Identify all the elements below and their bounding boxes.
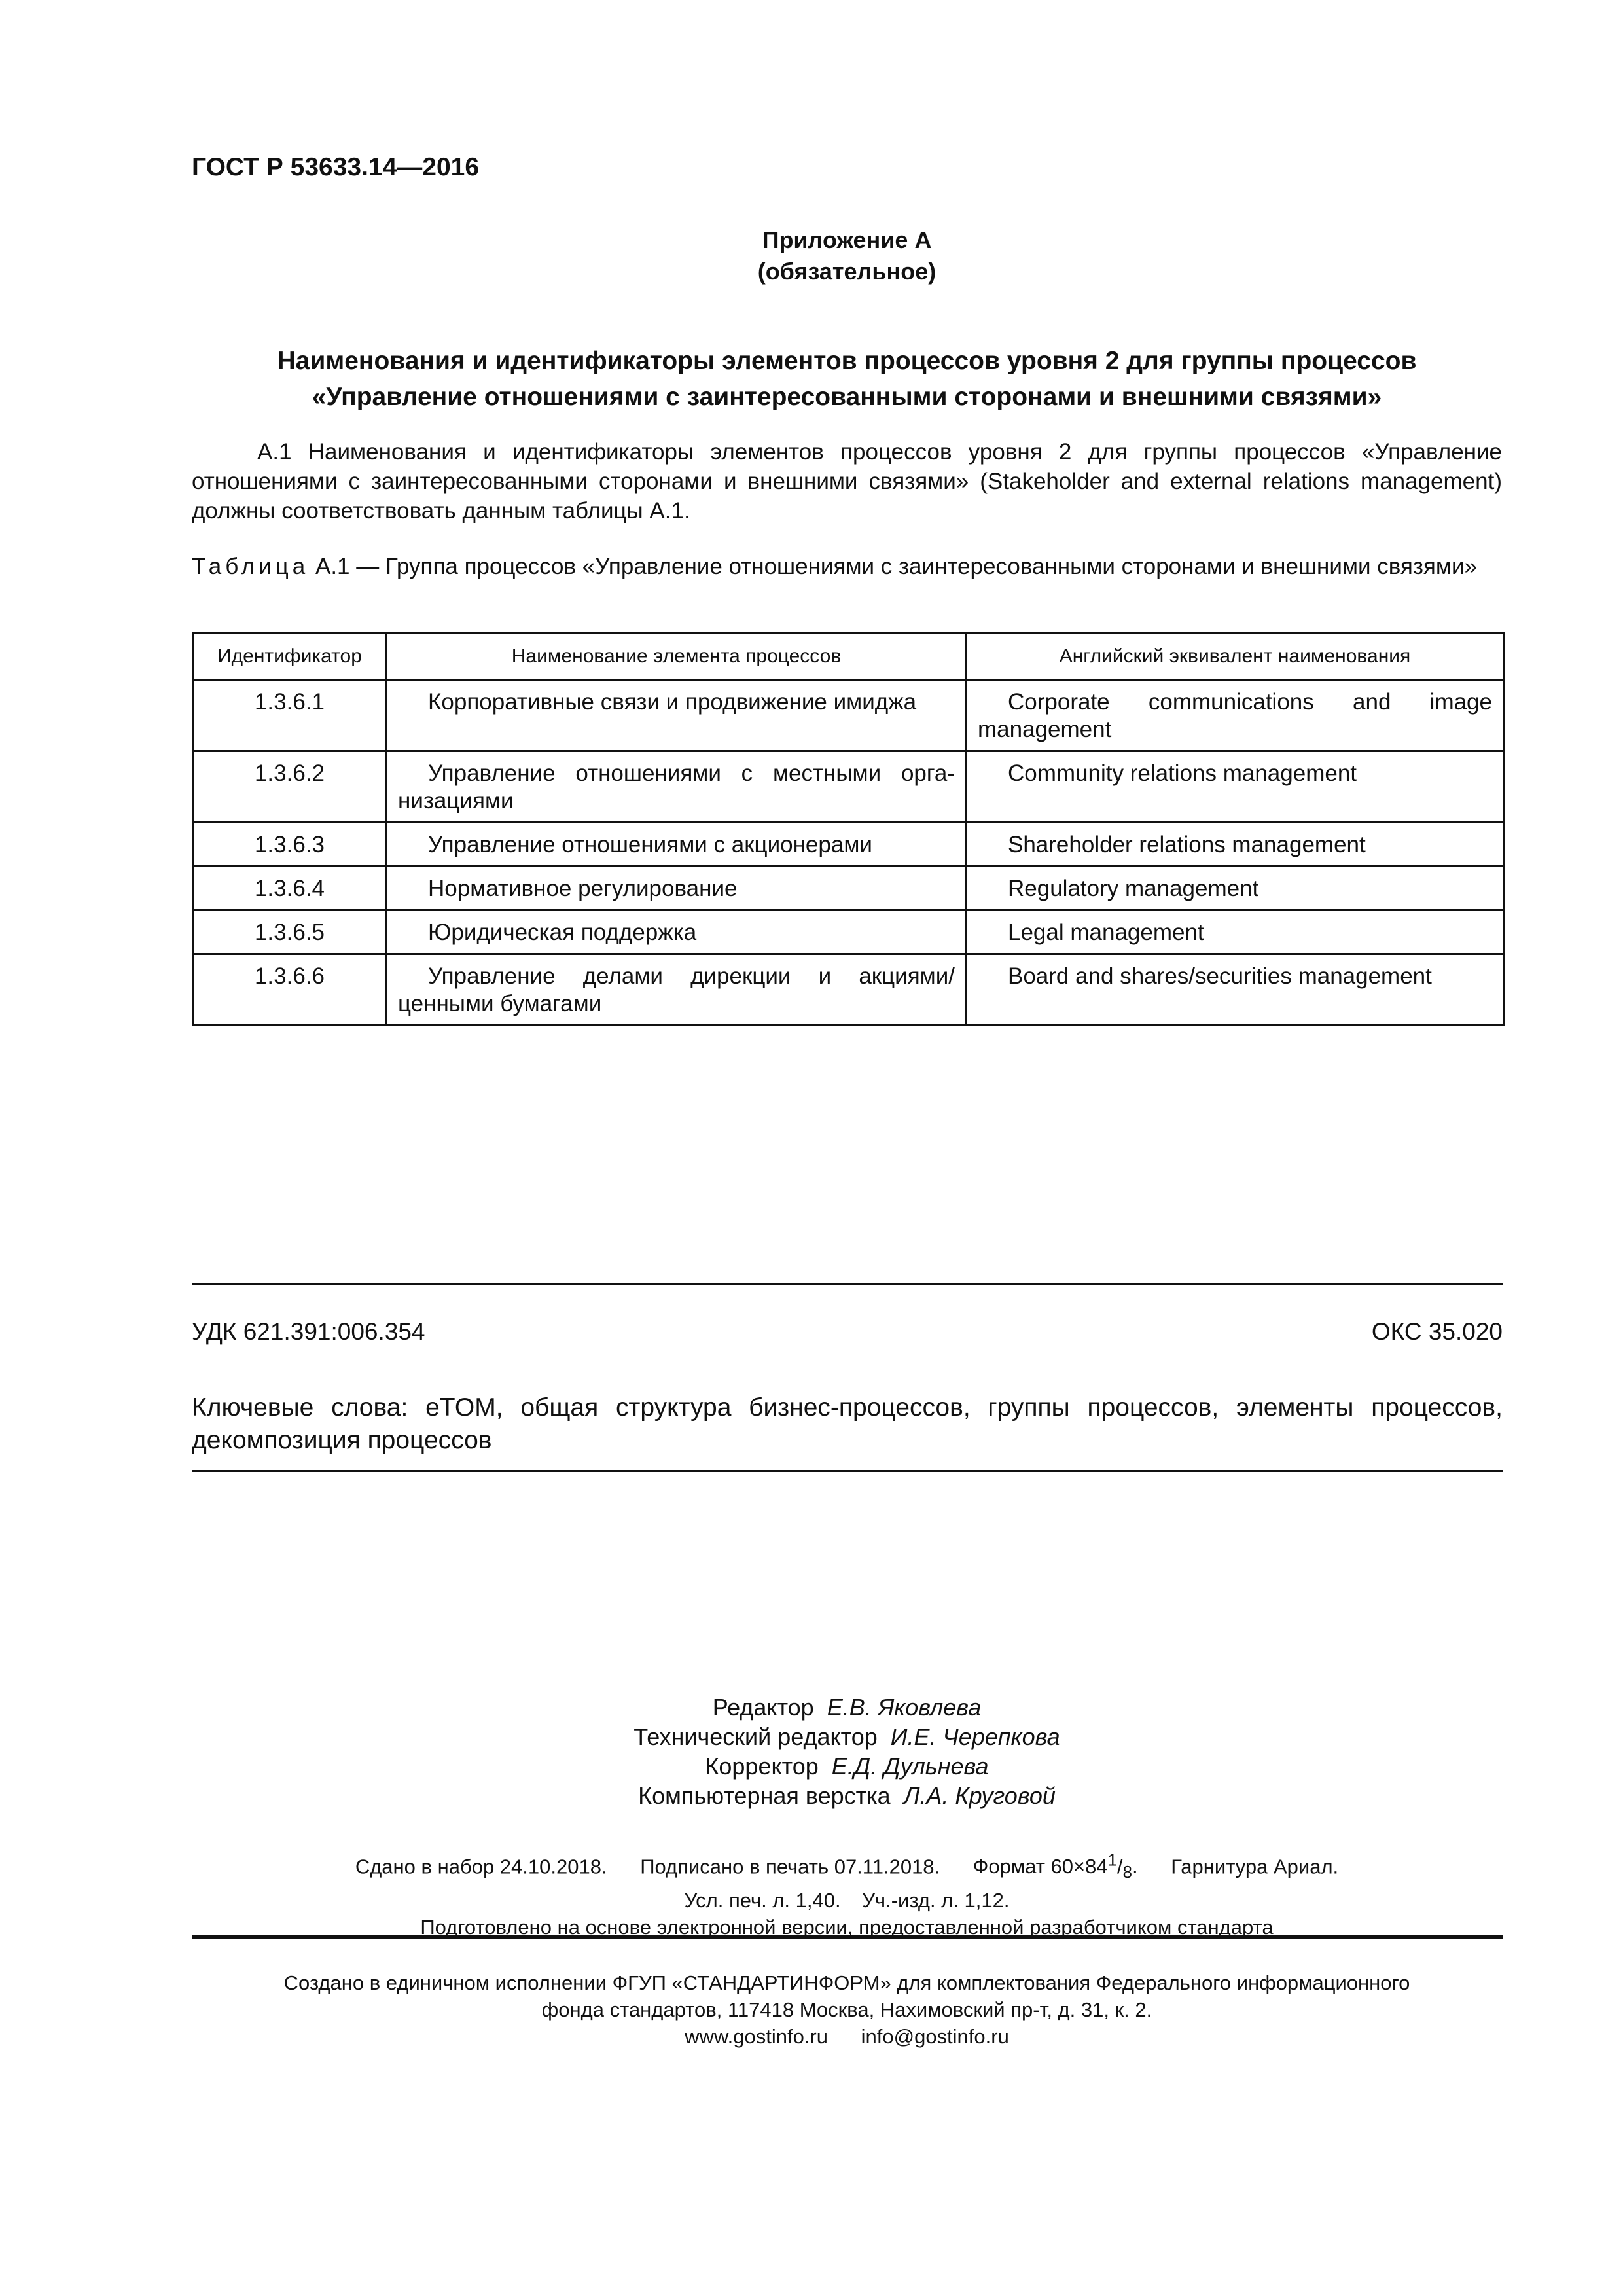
- credit-editor: Редактор Е.В. Яковлева: [712, 1694, 982, 1721]
- paper-format: Формат $60\times 84^1/_8$.: [972, 1852, 1138, 1882]
- cell-element-name: Управление отношениями с акционерами: [387, 823, 967, 867]
- cell-identifier: 1.3.6.6: [193, 954, 387, 1026]
- appendix-subtitle: (обязательное): [757, 258, 936, 285]
- cell-identifier: 1.3.6.3: [193, 823, 387, 867]
- cell-element-name: Управление отношениями с местными организациями: [387, 751, 967, 823]
- table-caption-label: Таблица: [192, 554, 310, 579]
- appendix-title: Приложение А: [762, 226, 932, 253]
- credits-block: [192, 1693, 1502, 1810]
- divider-footer: [192, 1935, 1503, 1939]
- keywords: Ключевые слова: eTOM, общая структура бизнес-процессов, группы процессов, элементы процессов, декомпозиция процессов: [192, 1393, 1503, 1454]
- table-row: [193, 751, 1504, 823]
- typeface: Гарнитура Ариал.: [1171, 1855, 1339, 1878]
- table-header-row: [193, 634, 1504, 680]
- udk-code: УДК 621.391:006.354: [192, 1318, 425, 1345]
- heading-line-1: Наименования и идентификаторы элементов процессов уровня 2 для группы процессов: [277, 347, 1417, 375]
- intro-paragraph: А.1 Наименования и идентификаторы элементов процессов уровня 2 для группы процессов «Управление отношениями с заинтересованными сторонами и внешними связями» (Stakeholder and external relations management) должны соответствовать данным таблицы А.1.: [192, 439, 1502, 524]
- imprint-block: [192, 1848, 1502, 1941]
- process-elements-table: [192, 632, 1505, 1026]
- cell-element-name: Корпоративные связи и продвижение имиджа: [387, 680, 967, 751]
- set-date: Сдано в набор 24.10.2018.: [355, 1855, 607, 1878]
- credit-layout: Компьютерная верстка Л.А. Круговой: [638, 1782, 1056, 1809]
- cell-element-name: Юридическая поддержка: [387, 910, 967, 954]
- imprint-line-1: [192, 1848, 1502, 1887]
- footer-contacts: [192, 2023, 1502, 2050]
- publication-sheets: Уч.-изд. л. 1,12.: [862, 1888, 1010, 1912]
- table-row: [193, 910, 1504, 954]
- cell-element-name: Нормативное регулирование: [387, 867, 967, 910]
- cell-identifier: 1.3.6.5: [193, 910, 387, 954]
- header-element-name: Наименование элемента процессов: [387, 634, 967, 680]
- header-english-equivalent: Английский эквивалент наименования: [967, 634, 1504, 680]
- imprint-line-2: [192, 1887, 1502, 1914]
- document-code: ГОСТ Р 53633.14—2016: [192, 153, 480, 181]
- credit-tech-editor: Технический редактор И.Е. Черепкова: [633, 1723, 1060, 1750]
- oks-code: ОКС 35.020: [1371, 1318, 1503, 1345]
- print-sheets: Усл. печ. л. 1,40.: [684, 1888, 841, 1912]
- table-row: [193, 867, 1504, 910]
- divider-bottom: [192, 1470, 1503, 1472]
- cell-identifier: 1.3.6.2: [193, 751, 387, 823]
- footer-line-2: фонда стандартов, 117418 Москва, Нахимовский пр-т, д. 31, к. 2.: [541, 1998, 1152, 2021]
- cell-english-name: Community relations management: [967, 751, 1504, 823]
- cell-element-name: Управление делами дирекции и акциями/ценными бумагами: [387, 954, 967, 1026]
- table-caption-text: А.1 — Группа процессов «Управление отношениями с заинтересованными сторонами и внешними связями»: [315, 554, 1477, 579]
- website-link[interactable]: www.gostinfo.ru: [685, 2025, 828, 2048]
- appendix-heading: [192, 343, 1502, 415]
- credit-proofreader: Корректор Е.Д. Дульнева: [705, 1753, 989, 1780]
- table-row: [193, 680, 1504, 751]
- cell-english-name: Corporate communications and image management: [967, 680, 1504, 751]
- table-caption: [192, 552, 1502, 581]
- cell-english-name: Board and shares/securities management: [967, 954, 1504, 1026]
- header-identifier: Идентификатор: [193, 634, 387, 680]
- email-link[interactable]: info@gostinfo.ru: [861, 2025, 1009, 2048]
- cell-identifier: 1.3.6.4: [193, 867, 387, 910]
- print-date: Подписано в печать 07.11.2018.: [640, 1855, 940, 1878]
- cell-english-name: Regulatory management: [967, 867, 1504, 910]
- footer-line-1: Создано в единичном исполнении ФГУП «СТАНДАРТИНФОРМ» для комплектования Федерального информационного: [283, 1971, 1410, 1994]
- table-row: [193, 954, 1504, 1026]
- cell-identifier: 1.3.6.1: [193, 680, 387, 751]
- cell-english-name: Shareholder relations management: [967, 823, 1504, 867]
- prepared-note: Подготовлено на основе электронной версии, предоставленной разработчиком стандарта: [420, 1915, 1274, 1939]
- divider-top: [192, 1283, 1503, 1285]
- table-row: [193, 823, 1504, 867]
- cell-english-name: Legal management: [967, 910, 1504, 954]
- publisher-footer: [192, 1969, 1502, 2050]
- heading-line-2: «Управление отношениями с заинтересованными сторонами и внешними связями»: [312, 383, 1382, 411]
- appendix-header: [192, 224, 1502, 287]
